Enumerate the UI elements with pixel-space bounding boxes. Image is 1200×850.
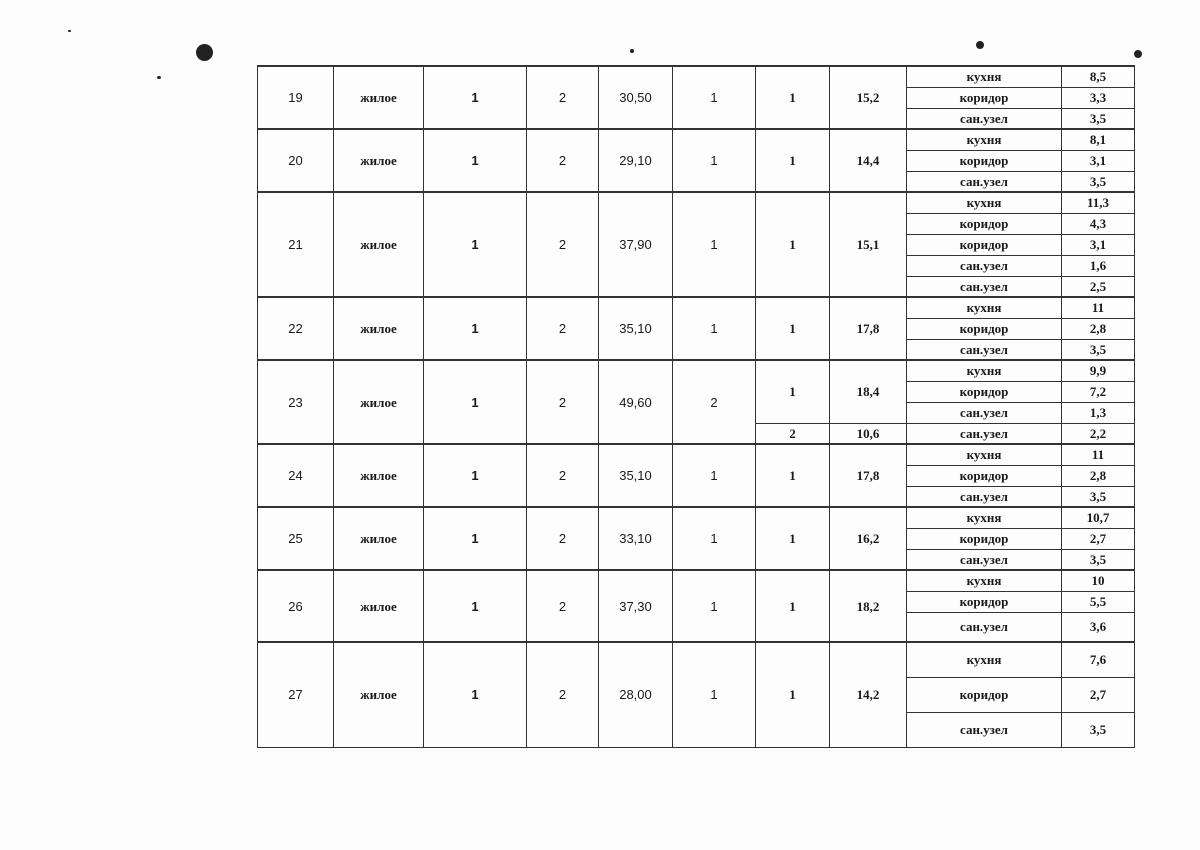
living-room-number: 1	[756, 570, 830, 642]
living-room-area: 10,6	[830, 423, 907, 444]
living-room-number: 1	[756, 444, 830, 507]
living-room-count: 1	[673, 507, 756, 570]
rooms-value: 2	[527, 570, 599, 642]
aux-room-area: 3,5	[1062, 712, 1135, 747]
aux-room-area: 2,2	[1062, 423, 1135, 444]
aux-room-area: 3,5	[1062, 171, 1135, 192]
apartment-number: 23	[258, 360, 334, 444]
ink-speck	[630, 49, 634, 53]
floor-number: 1	[424, 642, 527, 747]
aux-room-name: сан.узел	[907, 486, 1062, 507]
aux-room-name: сан.узел	[907, 108, 1062, 129]
living-room-number: 1	[756, 192, 830, 297]
aux-room-area: 11	[1062, 297, 1135, 318]
aux-room-name: кухня	[907, 360, 1062, 381]
rooms-value: 2	[527, 192, 599, 297]
premises-type: жилое	[334, 129, 424, 192]
aux-room-name: коридор	[907, 677, 1062, 712]
floor-number: 1	[424, 129, 527, 192]
floor-number: 1	[424, 66, 527, 129]
aux-room-area: 2,8	[1062, 465, 1135, 486]
aux-room-area: 3,1	[1062, 234, 1135, 255]
aux-room-name: сан.узел	[907, 171, 1062, 192]
living-room-area: 17,8	[830, 444, 907, 507]
table-row	[258, 297, 1135, 318]
ink-speck	[68, 30, 71, 32]
aux-room-area: 2,5	[1062, 276, 1135, 297]
premises-type: жилое	[334, 360, 424, 444]
living-room-number: 1	[756, 129, 830, 192]
floor-number: 1	[424, 507, 527, 570]
aux-room-name: кухня	[907, 642, 1062, 677]
table-row	[258, 129, 1135, 150]
aux-room-name: кухня	[907, 66, 1062, 87]
total-area: 33,10	[599, 507, 673, 570]
aux-room-area: 11,3	[1062, 192, 1135, 213]
aux-room-name: сан.узел	[907, 276, 1062, 297]
apartment-number: 25	[258, 507, 334, 570]
table-row	[258, 642, 1135, 677]
rooms-value: 2	[527, 444, 599, 507]
aux-room-name: кухня	[907, 192, 1062, 213]
aux-room-name: кухня	[907, 507, 1062, 528]
aux-room-name: коридор	[907, 381, 1062, 402]
living-room-area: 16,2	[830, 507, 907, 570]
aux-room-area: 1,3	[1062, 402, 1135, 423]
premises-type: жилое	[334, 642, 424, 747]
aux-room-area: 3,5	[1062, 486, 1135, 507]
aux-room-name: коридор	[907, 87, 1062, 108]
living-room-number: 1	[756, 642, 830, 747]
living-room-number: 1	[756, 360, 830, 423]
living-room-area: 15,2	[830, 66, 907, 129]
table-body	[258, 66, 1135, 747]
aux-room-name: сан.узел	[907, 402, 1062, 423]
living-room-area: 17,8	[830, 297, 907, 360]
ink-speck	[1134, 50, 1142, 58]
total-area: 30,50	[599, 66, 673, 129]
living-room-count: 2	[673, 360, 756, 444]
aux-room-name: кухня	[907, 570, 1062, 591]
total-area: 35,10	[599, 297, 673, 360]
floor-number: 1	[424, 444, 527, 507]
table-row	[258, 360, 1135, 381]
living-room-area: 18,2	[830, 570, 907, 642]
living-room-count: 1	[673, 192, 756, 297]
aux-room-area: 3,5	[1062, 108, 1135, 129]
aux-room-area: 7,2	[1062, 381, 1135, 402]
floor-number: 1	[424, 570, 527, 642]
apartment-number: 22	[258, 297, 334, 360]
total-area: 29,10	[599, 129, 673, 192]
total-area: 49,60	[599, 360, 673, 444]
premises-type: жилое	[334, 507, 424, 570]
total-area: 37,90	[599, 192, 673, 297]
aux-room-area: 2,7	[1062, 677, 1135, 712]
aux-room-area: 7,6	[1062, 642, 1135, 677]
table-row	[258, 444, 1135, 465]
aux-room-area: 3,5	[1062, 339, 1135, 360]
aux-room-area: 9,9	[1062, 360, 1135, 381]
floor-number: 1	[424, 192, 527, 297]
aux-room-name: кухня	[907, 444, 1062, 465]
apartment-table	[257, 65, 1135, 748]
living-room-count: 1	[673, 129, 756, 192]
aux-room-area: 4,3	[1062, 213, 1135, 234]
aux-room-name: сан.узел	[907, 549, 1062, 570]
aux-room-name: сан.узел	[907, 612, 1062, 642]
living-room-count: 1	[673, 297, 756, 360]
aux-room-name: коридор	[907, 213, 1062, 234]
ink-speck	[976, 41, 984, 49]
living-room-count: 1	[673, 66, 756, 129]
rooms-value: 2	[527, 66, 599, 129]
premises-type: жилое	[334, 570, 424, 642]
living-room-area: 15,1	[830, 192, 907, 297]
total-area: 35,10	[599, 444, 673, 507]
total-area: 37,30	[599, 570, 673, 642]
apartment-number: 27	[258, 642, 334, 747]
aux-room-name: сан.узел	[907, 339, 1062, 360]
table-row	[258, 570, 1135, 591]
table-row	[258, 507, 1135, 528]
aux-room-area: 8,5	[1062, 66, 1135, 87]
total-area: 28,00	[599, 642, 673, 747]
apartment-number: 26	[258, 570, 334, 642]
living-room-number: 1	[756, 66, 830, 129]
aux-room-name: кухня	[907, 129, 1062, 150]
apartment-number: 24	[258, 444, 334, 507]
aux-room-area: 11	[1062, 444, 1135, 465]
apartment-number: 19	[258, 66, 334, 129]
living-room-number: 1	[756, 297, 830, 360]
aux-room-name: коридор	[907, 591, 1062, 612]
premises-type: жилое	[334, 192, 424, 297]
living-room-count: 1	[673, 444, 756, 507]
apartment-number: 21	[258, 192, 334, 297]
table-row	[258, 66, 1135, 87]
aux-room-name: сан.узел	[907, 712, 1062, 747]
living-room-number: 1	[756, 507, 830, 570]
rooms-value: 2	[527, 129, 599, 192]
premises-type: жилое	[334, 297, 424, 360]
aux-room-area: 3,5	[1062, 549, 1135, 570]
living-room-area: 14,4	[830, 129, 907, 192]
aux-room-name: кухня	[907, 297, 1062, 318]
aux-room-area: 2,8	[1062, 318, 1135, 339]
aux-room-area: 5,5	[1062, 591, 1135, 612]
aux-room-area: 1,6	[1062, 255, 1135, 276]
aux-room-name: коридор	[907, 528, 1062, 549]
floor-number: 1	[424, 297, 527, 360]
aux-room-area: 2,7	[1062, 528, 1135, 549]
apartment-number: 20	[258, 129, 334, 192]
aux-room-name: коридор	[907, 150, 1062, 171]
aux-room-area: 3,6	[1062, 612, 1135, 642]
aux-room-name: коридор	[907, 465, 1062, 486]
living-room-area: 18,4	[830, 360, 907, 423]
living-room-area: 14,2	[830, 642, 907, 747]
aux-room-area: 3,1	[1062, 150, 1135, 171]
aux-room-area: 8,1	[1062, 129, 1135, 150]
aux-room-name: коридор	[907, 318, 1062, 339]
living-room-number: 2	[756, 423, 830, 444]
rooms-value: 2	[527, 507, 599, 570]
aux-room-name: сан.узел	[907, 255, 1062, 276]
floor-number: 1	[424, 360, 527, 444]
living-room-count: 1	[673, 570, 756, 642]
aux-room-area: 10	[1062, 570, 1135, 591]
premises-type: жилое	[334, 444, 424, 507]
aux-room-name: сан.узел	[907, 423, 1062, 444]
rooms-value: 2	[527, 360, 599, 444]
rooms-value: 2	[527, 642, 599, 747]
aux-room-name: коридор	[907, 234, 1062, 255]
aux-room-area: 3,3	[1062, 87, 1135, 108]
ink-speck	[196, 44, 213, 61]
premises-type: жилое	[334, 66, 424, 129]
table-row	[258, 192, 1135, 213]
living-room-count: 1	[673, 642, 756, 747]
ink-speck	[157, 76, 161, 79]
aux-room-area: 10,7	[1062, 507, 1135, 528]
rooms-value: 2	[527, 297, 599, 360]
